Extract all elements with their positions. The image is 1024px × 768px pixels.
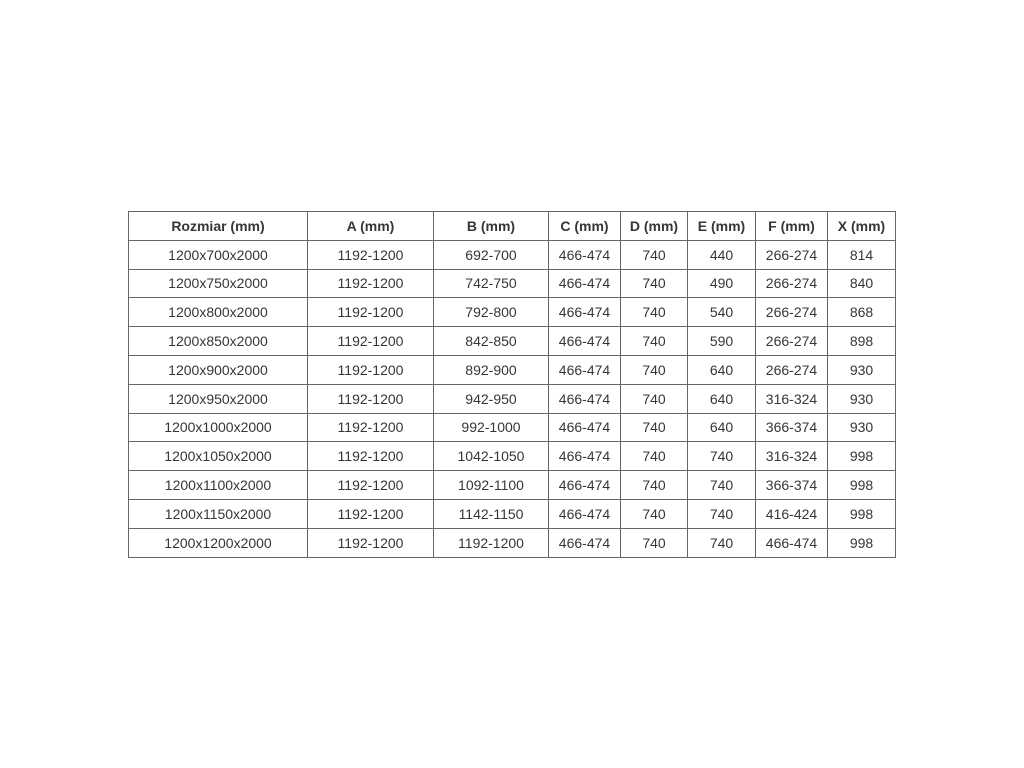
table-cell: 1192-1200 bbox=[308, 499, 434, 528]
column-header-x: X (mm) bbox=[828, 212, 896, 241]
table-cell: 792-800 bbox=[434, 298, 549, 327]
table-cell: 740 bbox=[688, 499, 756, 528]
table-cell: 316-324 bbox=[756, 384, 828, 413]
table-cell: 740 bbox=[621, 442, 688, 471]
table-cell: 1042-1050 bbox=[434, 442, 549, 471]
table-cell: 590 bbox=[688, 327, 756, 356]
table-cell: 842-850 bbox=[434, 327, 549, 356]
table-cell: 740 bbox=[621, 528, 688, 557]
table-cell: 366-374 bbox=[756, 471, 828, 500]
table-row bbox=[129, 240, 896, 269]
table-cell: 466-474 bbox=[549, 355, 621, 384]
table-cell: 942-950 bbox=[434, 384, 549, 413]
table-cell: 1192-1200 bbox=[308, 298, 434, 327]
table-row bbox=[129, 327, 896, 356]
table-cell: 740 bbox=[688, 528, 756, 557]
table-cell: 466-474 bbox=[549, 528, 621, 557]
table-cell: 1200x750x2000 bbox=[129, 269, 308, 298]
table-cell: 266-274 bbox=[756, 355, 828, 384]
table-cell: 466-474 bbox=[549, 413, 621, 442]
table-cell: 640 bbox=[688, 355, 756, 384]
table-cell: 466-474 bbox=[549, 384, 621, 413]
column-header-f: F (mm) bbox=[756, 212, 828, 241]
table-cell: 466-474 bbox=[549, 240, 621, 269]
table-cell: 930 bbox=[828, 413, 896, 442]
table-cell: 416-424 bbox=[756, 499, 828, 528]
table-cell: 892-900 bbox=[434, 355, 549, 384]
table-cell: 316-324 bbox=[756, 442, 828, 471]
table-cell: 466-474 bbox=[756, 528, 828, 557]
column-header-rozmiar: Rozmiar (mm) bbox=[129, 212, 308, 241]
table-row bbox=[129, 413, 896, 442]
table-cell: 266-274 bbox=[756, 298, 828, 327]
table-row bbox=[129, 442, 896, 471]
table-cell: 1192-1200 bbox=[308, 413, 434, 442]
table-cell: 740 bbox=[621, 384, 688, 413]
table-cell: 1200x950x2000 bbox=[129, 384, 308, 413]
table-cell: 1192-1200 bbox=[434, 528, 549, 557]
table-row bbox=[129, 471, 896, 500]
table-cell: 740 bbox=[688, 442, 756, 471]
table-cell: 1142-1150 bbox=[434, 499, 549, 528]
size-spec-table bbox=[128, 211, 896, 558]
table-cell: 740 bbox=[621, 269, 688, 298]
table-cell: 930 bbox=[828, 384, 896, 413]
table-cell: 466-474 bbox=[549, 471, 621, 500]
table-cell: 266-274 bbox=[756, 269, 828, 298]
table-cell: 692-700 bbox=[434, 240, 549, 269]
table-cell: 1200x1100x2000 bbox=[129, 471, 308, 500]
table-cell: 992-1000 bbox=[434, 413, 549, 442]
table-cell: 930 bbox=[828, 355, 896, 384]
column-header-b: B (mm) bbox=[434, 212, 549, 241]
table-cell: 540 bbox=[688, 298, 756, 327]
table-cell: 740 bbox=[621, 327, 688, 356]
table-cell: 1092-1100 bbox=[434, 471, 549, 500]
table-row bbox=[129, 499, 896, 528]
table-cell: 366-374 bbox=[756, 413, 828, 442]
table-cell: 868 bbox=[828, 298, 896, 327]
table-cell: 1200x1050x2000 bbox=[129, 442, 308, 471]
table-cell: 1200x1200x2000 bbox=[129, 528, 308, 557]
table-cell: 640 bbox=[688, 384, 756, 413]
header-row bbox=[129, 212, 896, 241]
table-cell: 1200x1150x2000 bbox=[129, 499, 308, 528]
table-cell: 740 bbox=[688, 471, 756, 500]
table-cell: 266-274 bbox=[756, 240, 828, 269]
table-cell: 466-474 bbox=[549, 499, 621, 528]
table-cell: 740 bbox=[621, 355, 688, 384]
column-header-e: E (mm) bbox=[688, 212, 756, 241]
spec-table-body bbox=[129, 240, 896, 557]
table-cell: 740 bbox=[621, 471, 688, 500]
table-cell: 1192-1200 bbox=[308, 471, 434, 500]
table-cell: 998 bbox=[828, 528, 896, 557]
table-header bbox=[129, 212, 896, 241]
table-cell: 1192-1200 bbox=[308, 355, 434, 384]
table-cell: 998 bbox=[828, 471, 896, 500]
table-cell: 1200x850x2000 bbox=[129, 327, 308, 356]
table-cell: 998 bbox=[828, 442, 896, 471]
column-header-a: A (mm) bbox=[308, 212, 434, 241]
table-cell: 1192-1200 bbox=[308, 528, 434, 557]
table-cell: 742-750 bbox=[434, 269, 549, 298]
table-cell: 1200x800x2000 bbox=[129, 298, 308, 327]
table-cell: 1192-1200 bbox=[308, 269, 434, 298]
table-row bbox=[129, 269, 896, 298]
table-cell: 998 bbox=[828, 499, 896, 528]
column-header-c: C (mm) bbox=[549, 212, 621, 241]
table-row bbox=[129, 355, 896, 384]
table-row bbox=[129, 298, 896, 327]
table-cell: 1192-1200 bbox=[308, 384, 434, 413]
table-cell: 1192-1200 bbox=[308, 327, 434, 356]
table-cell: 266-274 bbox=[756, 327, 828, 356]
table-row bbox=[129, 384, 896, 413]
column-header-d: D (mm) bbox=[621, 212, 688, 241]
table-cell: 740 bbox=[621, 499, 688, 528]
table-cell: 1200x700x2000 bbox=[129, 240, 308, 269]
table-cell: 466-474 bbox=[549, 298, 621, 327]
table-cell: 440 bbox=[688, 240, 756, 269]
table-cell: 1200x1000x2000 bbox=[129, 413, 308, 442]
table-cell: 898 bbox=[828, 327, 896, 356]
table-cell: 740 bbox=[621, 298, 688, 327]
table-cell: 1192-1200 bbox=[308, 442, 434, 471]
table-cell: 740 bbox=[621, 413, 688, 442]
table-cell: 814 bbox=[828, 240, 896, 269]
table-cell: 466-474 bbox=[549, 269, 621, 298]
table-cell: 640 bbox=[688, 413, 756, 442]
table-cell: 1200x900x2000 bbox=[129, 355, 308, 384]
table-cell: 1192-1200 bbox=[308, 240, 434, 269]
table-cell: 840 bbox=[828, 269, 896, 298]
table-cell: 466-474 bbox=[549, 327, 621, 356]
table-cell: 740 bbox=[621, 240, 688, 269]
table-cell: 466-474 bbox=[549, 442, 621, 471]
table-row bbox=[129, 528, 896, 557]
table-cell: 490 bbox=[688, 269, 756, 298]
